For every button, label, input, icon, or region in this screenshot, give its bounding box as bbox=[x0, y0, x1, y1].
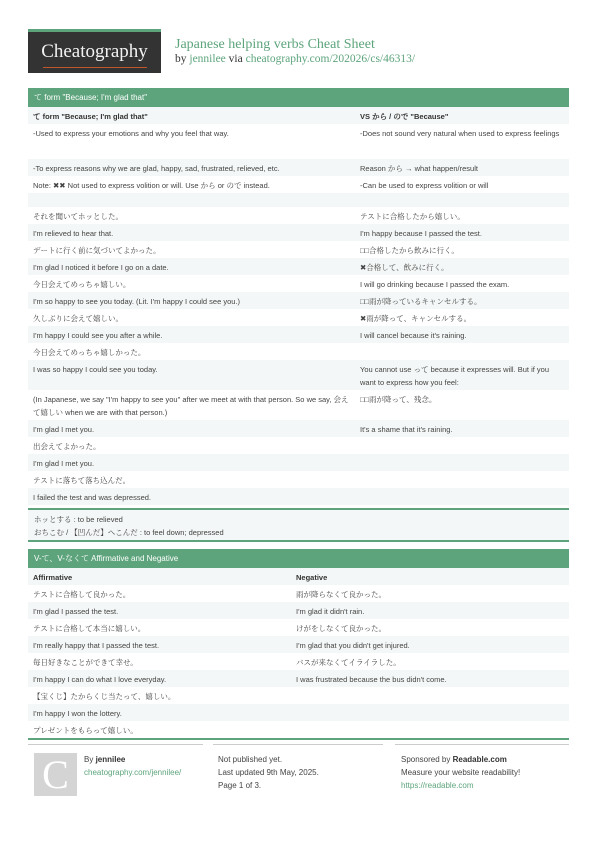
table-row bbox=[28, 193, 569, 207]
cell-right: -Does not sound very natural when used to express feelings bbox=[360, 129, 560, 138]
cell-left: I'm glad I met you. bbox=[33, 425, 95, 434]
cell-left: I'm really happy that I passed the test. bbox=[33, 641, 160, 650]
cell-left: I'm so happy to see you today. (Lit. I'm happy I could see you.) bbox=[33, 297, 241, 306]
cell-right bbox=[291, 704, 569, 721]
published-status: Not published yet. bbox=[218, 755, 283, 764]
cell-left: 出会えてよかった。 bbox=[33, 442, 101, 451]
page-number: Page 1 of 3. bbox=[218, 781, 262, 790]
cell-left: I failed the test and was depressed. bbox=[33, 493, 151, 502]
by-prefix: by bbox=[175, 53, 187, 65]
cell-left: -To express reasons why we are glad, happy, sad, frustrated, relieved, etc. bbox=[33, 164, 280, 173]
cell-left: 毎日好きなことができて幸せ。 bbox=[33, 658, 138, 667]
cell-left: テストに合格して本当に嬉しい。 bbox=[33, 624, 146, 633]
section-title: V-て、V-なくて Affirmative and Negative bbox=[28, 549, 569, 568]
footer-divider bbox=[395, 744, 569, 745]
cell-right: □□雨が降っているキャンセルする。 bbox=[360, 297, 482, 306]
cell-right: Reason から → what happen/result bbox=[360, 164, 478, 173]
cell-left: I was so happy I could see you today. bbox=[33, 365, 158, 374]
cell-right: I'm glad it didn't rain. bbox=[296, 607, 365, 616]
sponsor-link[interactable]: https://readable.com bbox=[401, 781, 474, 790]
cell-right: けがをしなくて良かった。 bbox=[296, 624, 386, 633]
footer-sponsor bbox=[401, 753, 520, 792]
table-row bbox=[28, 585, 569, 602]
cell-right: ✖合格して、飲みに行く。 bbox=[360, 263, 449, 272]
cell-right: バスが来なくてイライラした。 bbox=[296, 658, 401, 667]
cell-left: テストに合格して良かった。 bbox=[33, 590, 131, 599]
cell-left: て form "Because; I'm glad that" bbox=[33, 112, 148, 121]
table-row bbox=[28, 488, 569, 505]
note-line: ホッとする : to be relieved bbox=[34, 515, 123, 524]
table-row bbox=[28, 360, 569, 390]
cell-left: それを聞いてホッとした。 bbox=[33, 212, 123, 221]
cell-right bbox=[355, 488, 569, 505]
table-row bbox=[28, 454, 569, 471]
cell-left: (In Japanese, we say "I'm happy to see you" after we meet at with that person. So we say, 会えて嬉しい when we are with that person.) bbox=[33, 395, 349, 417]
cell-left: 久しぶりに会えて嬉しい。 bbox=[33, 314, 123, 323]
cell-right: □□雨が降って、残念。 bbox=[360, 395, 437, 404]
cell-right: I will go drinking because I passed the exam. bbox=[360, 280, 510, 289]
sheet-url-link[interactable]: cheatography.com/202026/cs/46313/ bbox=[245, 53, 416, 65]
cell-left: デートに行く前に気づいてよかった。 bbox=[33, 246, 161, 255]
cell-right: You cannot use って because it expresses will. But if you want to express how you feel: bbox=[360, 365, 549, 387]
author-link[interactable]: jennilee bbox=[189, 53, 226, 65]
table-row bbox=[28, 275, 569, 292]
last-updated: Last updated 9th May, 2025. bbox=[218, 768, 319, 777]
table-row bbox=[28, 653, 569, 670]
section-affirmative-negative bbox=[28, 549, 569, 740]
table-row bbox=[28, 343, 569, 360]
sheet-title: Japanese helping verbs Cheat Sheet bbox=[175, 37, 375, 52]
cell-left: Affirmative bbox=[33, 573, 73, 582]
section-title: て form "Because; I'm glad that" bbox=[28, 88, 569, 107]
footer-author-link[interactable]: cheatography.com/jennilee/ bbox=[84, 768, 182, 777]
cell-right bbox=[355, 343, 569, 360]
footer-status bbox=[218, 753, 319, 792]
table-row bbox=[28, 471, 569, 488]
table-row bbox=[28, 326, 569, 343]
table-row bbox=[28, 636, 569, 653]
section-bottom-rule bbox=[28, 738, 569, 740]
table-row bbox=[28, 224, 569, 241]
table-row bbox=[28, 670, 569, 687]
cell-right bbox=[355, 193, 569, 207]
table-row bbox=[28, 241, 569, 258]
cell-right bbox=[291, 687, 569, 704]
table-row bbox=[28, 704, 569, 721]
cell-right: Negative bbox=[296, 573, 328, 582]
cell-right: □□合格したから飲みに行く。 bbox=[360, 246, 459, 255]
section-table bbox=[28, 568, 569, 738]
cell-left: I'm relieved to hear that. bbox=[33, 229, 114, 238]
byline bbox=[175, 53, 415, 65]
cell-right: テストに合格したから嬉しい。 bbox=[360, 212, 465, 221]
cell-right bbox=[291, 721, 569, 738]
notes-box bbox=[28, 508, 569, 542]
table-row bbox=[28, 309, 569, 326]
table-row bbox=[28, 721, 569, 738]
logo-underline bbox=[43, 67, 147, 68]
table-row bbox=[28, 602, 569, 619]
by-label: By bbox=[84, 755, 94, 764]
cell-right: I was frustrated because the bus didn't come. bbox=[296, 675, 447, 684]
cell-right: I'm happy because I passed the test. bbox=[360, 229, 482, 238]
cell-left bbox=[28, 193, 355, 207]
table-row bbox=[28, 258, 569, 275]
cell-left: I'm glad I noticed it before I go on a date. bbox=[33, 263, 169, 272]
cell-left: プレゼントをもらって嬉しい。 bbox=[33, 726, 138, 735]
cell-right: 雨が降らなくて良かった。 bbox=[296, 590, 386, 599]
table-header-row bbox=[28, 107, 569, 124]
table-row bbox=[28, 619, 569, 636]
cell-left: I'm glad I passed the test. bbox=[33, 607, 119, 616]
cell-left: I'm happy I could see you after a while. bbox=[33, 331, 163, 340]
cell-right bbox=[355, 437, 569, 454]
via-label: via bbox=[228, 53, 243, 65]
table-row bbox=[28, 292, 569, 309]
cell-left: I'm happy I won the lottery. bbox=[33, 709, 122, 718]
cell-right: -Can be used to express volition or will bbox=[360, 181, 489, 190]
cell-left: -Used to express your emotions and why you feel that way. bbox=[33, 129, 229, 138]
cheatography-logo[interactable] bbox=[28, 29, 161, 73]
sponsor-name[interactable]: Readable.com bbox=[452, 755, 507, 764]
table-row bbox=[28, 124, 569, 159]
cell-right: I will cancel because it's raining. bbox=[360, 331, 467, 340]
table-header-row bbox=[28, 568, 569, 585]
section-table bbox=[28, 107, 569, 519]
note-line: おちこむ / 【凹んだ】へこんだ : to feel down; depressed bbox=[34, 528, 224, 537]
cell-right: It's a shame that it's raining. bbox=[360, 425, 453, 434]
avatar: C bbox=[34, 753, 77, 796]
cell-right: VS から / ので "Because" bbox=[360, 112, 449, 121]
footer bbox=[28, 744, 569, 804]
footer-author bbox=[84, 753, 181, 779]
cell-left: 今日会えてめっちゃ嬉しかった。 bbox=[33, 348, 146, 357]
cell-left: 今日会えてめっちゃ嬉しい。 bbox=[33, 280, 131, 289]
table-row bbox=[28, 687, 569, 704]
table-row bbox=[28, 159, 569, 176]
footer-divider bbox=[28, 744, 203, 745]
table-row bbox=[28, 437, 569, 454]
cell-left: I'm glad I met you. bbox=[33, 459, 95, 468]
table-row bbox=[28, 176, 569, 193]
table-row bbox=[28, 390, 569, 420]
cell-right: I'm glad that you didn't get injured. bbox=[296, 641, 410, 650]
sponsor-tagline: Measure your website readability! bbox=[401, 768, 521, 777]
cell-right: ✖雨が降って、キャンセルする。 bbox=[360, 314, 472, 323]
cell-left: 【宝くじ】たからくじ当たって、嬉しい。 bbox=[33, 692, 176, 701]
footer-author-name[interactable]: jennilee bbox=[95, 755, 126, 764]
footer-divider bbox=[213, 744, 383, 745]
logo-text: Cheatography bbox=[41, 41, 148, 62]
table-row bbox=[28, 207, 569, 224]
cell-right bbox=[355, 471, 569, 488]
cell-left: Note: ✖✖ Not used to express volition or will. Use から or ので instead. bbox=[33, 181, 270, 190]
section-te-form bbox=[28, 88, 569, 519]
cell-left: テストに落ちて落ち込んだ。 bbox=[33, 476, 131, 485]
table-row bbox=[28, 420, 569, 437]
cell-left: I'm happy I can do what I love everyday. bbox=[33, 675, 167, 684]
cell-right bbox=[355, 454, 569, 471]
sponsored-prefix: Sponsored by bbox=[401, 755, 451, 764]
